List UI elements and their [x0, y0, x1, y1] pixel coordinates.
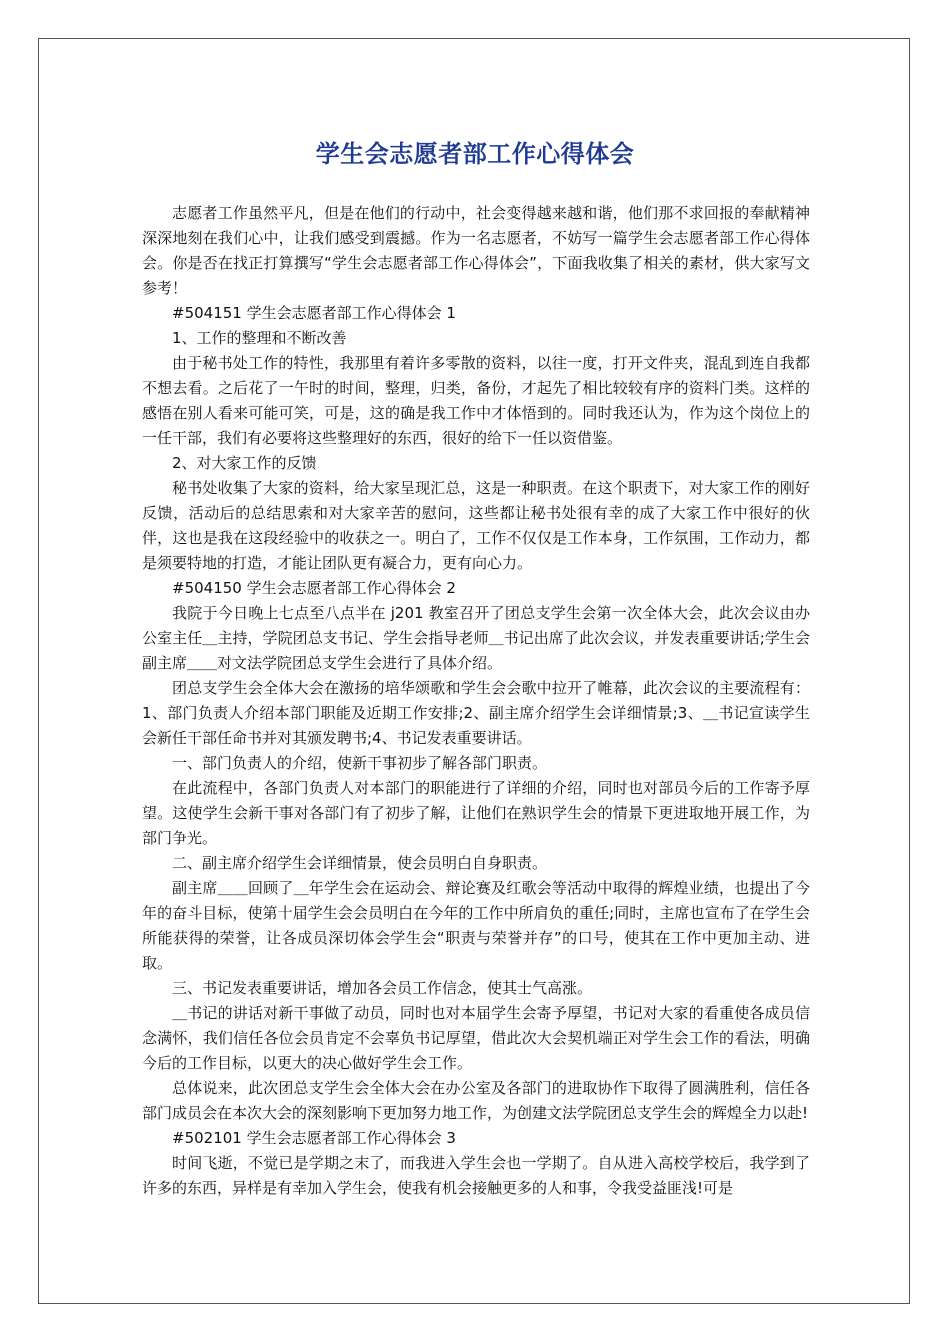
subheading: 1、工作的整理和不断改善 [172, 329, 347, 347]
body-paragraph: 副主席＿＿回顾了＿年学生会在运动会、辩论赛及红歌会等活动中取得的辉煌业绩，也提出了今年的奋斗目标，使第十届学生会会员明白在今年的工作中所肩负的重任;同时，主席也宣布了在学生会所能获得的荣誉，让各成员深切体会学生会“职责与荣誉并存”的口号，使其在工作中更加主动、进取。 [142, 879, 810, 972]
section-heading-2: #504150 学生会志愿者部工作心得体会 2 [172, 579, 456, 597]
body-paragraph: ＿书记的讲话对新干事做了动员，同时也对本届学生会寄予厚望，书记对大家的看重使各成员信念满怀，我们信任各位会员肯定不会辜负书记厚望，借此次大会契机端正对学生会工作的看法，明确今后的工作目标，以更大的决心做好学生会工作。 [142, 1004, 810, 1072]
body-paragraph: 在此流程中，各部门负责人对本部门的职能进行了详细的介绍，同时也对部员今后的工作寄予厚望。这使学生会新干事对各部门有了初步了解，让他们在熟识学生会的情景下更进取地开展工作，为部门争光。 [142, 779, 810, 847]
body-paragraph: 我院于今日晚上七点至八点半在 j201 教室召开了团总支学生会第一次全体大会，此次会议由办公室主任＿主持，学院团总支书记、学生会指导老师＿书记出席了此次会议，并发表重要讲话;学生会副主席＿＿对文法学院团总支学生会进行了具体介绍。 [142, 604, 810, 672]
document-body [142, 201, 810, 1201]
intro-paragraph: 志愿者工作虽然平凡，但是在他们的行动中，社会变得越来越和谐，他们那不求回报的奉献精神深深地刻在我们心中，让我们感受到震撼。作为一名志愿者，不妨写一篇学生会志愿者部工作心得体会。你是否在找正打算撰写“学生会志愿者部工作心得体会”，下面我收集了相关的素材，供大家写文参考！ [142, 204, 810, 297]
section-heading-1: #504151 学生会志愿者部工作心得体会 1 [172, 304, 456, 322]
document-title: 学生会志愿者部工作心得体会 [315, 140, 635, 168]
body-paragraph: 秘书处收集了大家的资料，给大家呈现汇总，这是一种职责。在这个职责下，对大家工作的刚好反馈，活动后的总结思索和对大家辛苦的慰问，这些都让秘书处很有幸的成了大家工作中很好的伙伴，这也是我在这段经验中的收获之一。明白了，工作不仅仅是工作本身，工作氛围，工作动力，都是须要特地的打造，才能让团队更有凝合力，更有向心力。 [142, 479, 810, 572]
section-heading-3: #502101 学生会志愿者部工作心得体会 3 [172, 1129, 456, 1147]
subheading: 一、部门负责人的介绍，使新干事初步了解各部门职责。 [172, 754, 548, 772]
body-paragraph: 团总支学生会全体大会在激扬的培华颂歌和学生会会歌中拉开了帷幕，此次会议的主要流程有：1、部门负责人介绍本部门职能及近期工作安排;2、副主席介绍学生会详细情景;3、＿书记宣读学生会新任干部任命书并对其颁发聘书;4、书记发表重要讲话。 [142, 679, 810, 747]
body-paragraph: 由于秘书处工作的特性，我那里有着许多零散的资料，以往一度，打开文件夹，混乱到连自我都不想去看。之后花了一午时的时间，整理，归类，备份，才起先了相比较较有序的资料门类。这样的感悟在别人看来可能可笑，可是，这的确是我工作中才体悟到的。同时我还认为，作为这个岗位上的一任干部，我们有必要将这些整理好的东西，很好的给下一任以资借鉴。 [142, 354, 810, 447]
subheading: 二、副主席介绍学生会详细情景，使会员明白自身职责。 [172, 854, 548, 872]
subheading: 2、对大家工作的反馈 [172, 454, 317, 472]
body-paragraph: 总体说来，此次团总支学生会全体大会在办公室及各部门的进取协作下取得了圆满胜利，信任各部门成员会在本次大会的深刻影响下更加努力地工作，为创建文法学院团总支学生会的辉煌全力以赴! [142, 1079, 810, 1122]
body-paragraph: 时间飞逝，不觉已是学期之末了，而我进入学生会也一学期了。自从进入高校学校后，我学到了许多的东西，异样是有幸加入学生会，使我有机会接触更多的人和事，令我受益匪浅!可是 [142, 1154, 810, 1197]
subheading: 三、书记发表重要讲话，增加各会员工作信念，使其士气高涨。 [172, 979, 593, 997]
